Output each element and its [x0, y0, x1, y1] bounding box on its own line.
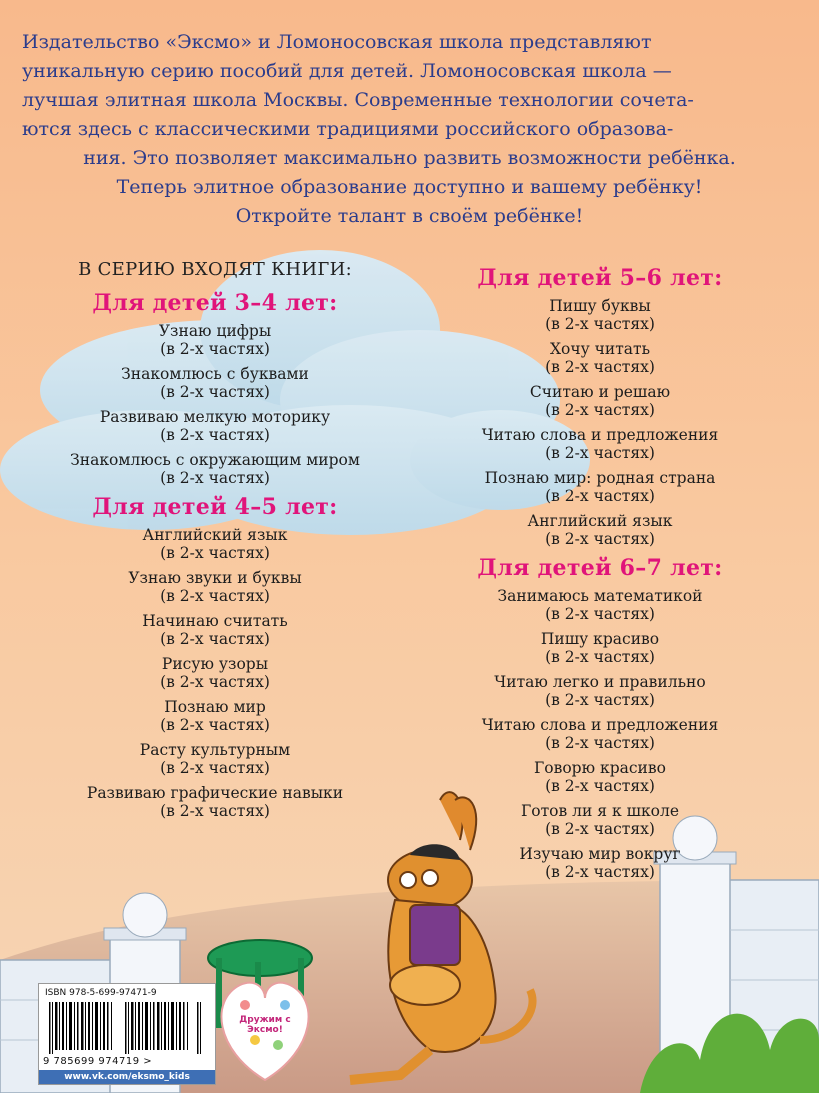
books-column-left — [55, 259, 375, 827]
age-heading-5-6: Для детей 5–6 лет: — [477, 265, 723, 291]
book-parts: (в 2-х частях) — [545, 487, 655, 505]
age-heading-4-5: Для детей 4–5 лет: — [92, 494, 338, 520]
book-item — [55, 698, 375, 734]
book-title: Познаю мир — [164, 698, 266, 716]
barcode-icon — [47, 1002, 207, 1054]
book-parts: (в 2-х частях) — [545, 605, 655, 623]
book-item — [440, 759, 760, 795]
intro-paragraph — [22, 28, 797, 231]
book-parts: (в 2-х частях) — [545, 734, 655, 752]
book-parts: (в 2-х частях) — [160, 759, 270, 777]
book-parts: (в 2-х частях) — [160, 673, 270, 691]
series-title: В СЕРИЮ ВХОДЯТ КНИГИ: — [78, 259, 352, 280]
book-title: Узнаю звуки и буквы — [128, 569, 302, 587]
book-title: Читаю слова и предложения — [481, 716, 719, 734]
intro-line: ются здесь с классическими традициями российского образова- — [22, 118, 674, 140]
book-item — [55, 526, 375, 562]
intro-line: ния. Это позволяет максимально развить возможности ребёнка. — [83, 147, 736, 169]
isbn-barcode-box — [38, 983, 216, 1085]
book-parts: (в 2-х частях) — [545, 691, 655, 709]
book-parts: (в 2-х частях) — [160, 426, 270, 444]
book-item — [440, 716, 760, 752]
book-parts: (в 2-х частях) — [545, 444, 655, 462]
book-title: Готов ли я к школе — [520, 802, 680, 820]
book-title: Узнаю цифры — [158, 322, 272, 340]
book-item — [55, 612, 375, 648]
book-item — [440, 845, 760, 881]
book-item — [440, 383, 760, 419]
book-item — [55, 784, 375, 820]
book-title: Считаю и решаю — [529, 383, 671, 401]
book-title: Изучаю мир вокруг — [519, 845, 681, 863]
book-parts: (в 2-х частях) — [160, 469, 270, 487]
book-title: Читаю слова и предложения — [481, 426, 719, 444]
book-parts: (в 2-х частях) — [545, 530, 655, 548]
book-title: Расту культурным — [139, 741, 291, 759]
book-parts: (в 2-х частях) — [160, 716, 270, 734]
book-title: Пишу буквы — [549, 297, 651, 315]
book-title: Развиваю графические навыки — [86, 784, 344, 802]
book-title: Английский язык — [142, 526, 288, 544]
book-item — [55, 451, 375, 487]
book-parts: (в 2-х частях) — [160, 587, 270, 605]
intro-line: уникальную серию пособий для детей. Ломоносовская школа — — [22, 60, 672, 82]
intro-line: Откройте талант в своём ребёнке! — [235, 205, 584, 227]
book-parts: (в 2-х частях) — [545, 358, 655, 376]
book-item — [440, 469, 760, 505]
book-item — [440, 297, 760, 333]
intro-line: Теперь элитное образование доступно и вашему ребёнку! — [116, 176, 703, 198]
book-parts: (в 2-х частях) — [160, 383, 270, 401]
book-parts: (в 2-х частях) — [545, 401, 655, 419]
book-item — [440, 587, 760, 623]
book-item — [440, 630, 760, 666]
book-title: Пишу красиво — [540, 630, 660, 648]
book-title: Читаю легко и правильно — [494, 673, 706, 691]
book-parts: (в 2-х частях) — [545, 863, 655, 881]
book-title: Говорю красиво — [534, 759, 666, 777]
book-item — [55, 741, 375, 777]
book-title: Развиваю мелкую моторику — [99, 408, 331, 426]
book-item — [440, 512, 760, 548]
book-parts: (в 2-х частях) — [545, 315, 655, 333]
book-title: Познаю мир: родная страна — [484, 469, 716, 487]
book-item — [440, 340, 760, 376]
badge-text: Дружим с Эксмо! — [239, 1015, 291, 1035]
book-title: Английский язык — [527, 512, 673, 530]
book-item — [440, 673, 760, 709]
book-item — [55, 322, 375, 358]
books-column-right — [440, 259, 760, 888]
isbn-digits: 9 785699 974719 > — [43, 1056, 153, 1067]
book-title: Начинаю считать — [142, 612, 288, 630]
book-item — [440, 802, 760, 838]
book-item — [55, 655, 375, 691]
intro-line: Издательство «Эксмо» и Ломоносовская школа представляют — [22, 31, 652, 53]
age-heading-3-4: Для детей 3–4 лет: — [92, 290, 338, 316]
book-parts: (в 2-х частях) — [160, 544, 270, 562]
book-title: Знакомлюсь с окружающим миром — [70, 451, 360, 469]
book-item — [55, 408, 375, 444]
book-title: Занимаюсь математикой — [497, 587, 703, 605]
book-parts: (в 2-х частях) — [160, 630, 270, 648]
book-title: Рисую узоры — [161, 655, 269, 673]
book-title: Хочу читать — [549, 340, 651, 358]
intro-line: лучшая элитная школа Москвы. Современные технологии сочета- — [22, 89, 694, 111]
book-item — [55, 365, 375, 401]
book-parts: (в 2-х частях) — [160, 340, 270, 358]
book-title: Знакомлюсь с буквами — [121, 365, 309, 383]
isbn-code: ISBN 978-5-699-97471-9 — [45, 988, 157, 998]
book-parts: (в 2-х частях) — [545, 820, 655, 838]
book-parts: (в 2-х частях) — [545, 648, 655, 666]
book-parts: (в 2-х частях) — [160, 802, 270, 820]
vk-url[interactable]: www.vk.com/eksmo_kids — [39, 1070, 215, 1084]
book-item — [55, 569, 375, 605]
age-heading-6-7: Для детей 6–7 лет: — [477, 555, 723, 581]
book-parts: (в 2-х частях) — [545, 777, 655, 795]
book-item — [440, 426, 760, 462]
